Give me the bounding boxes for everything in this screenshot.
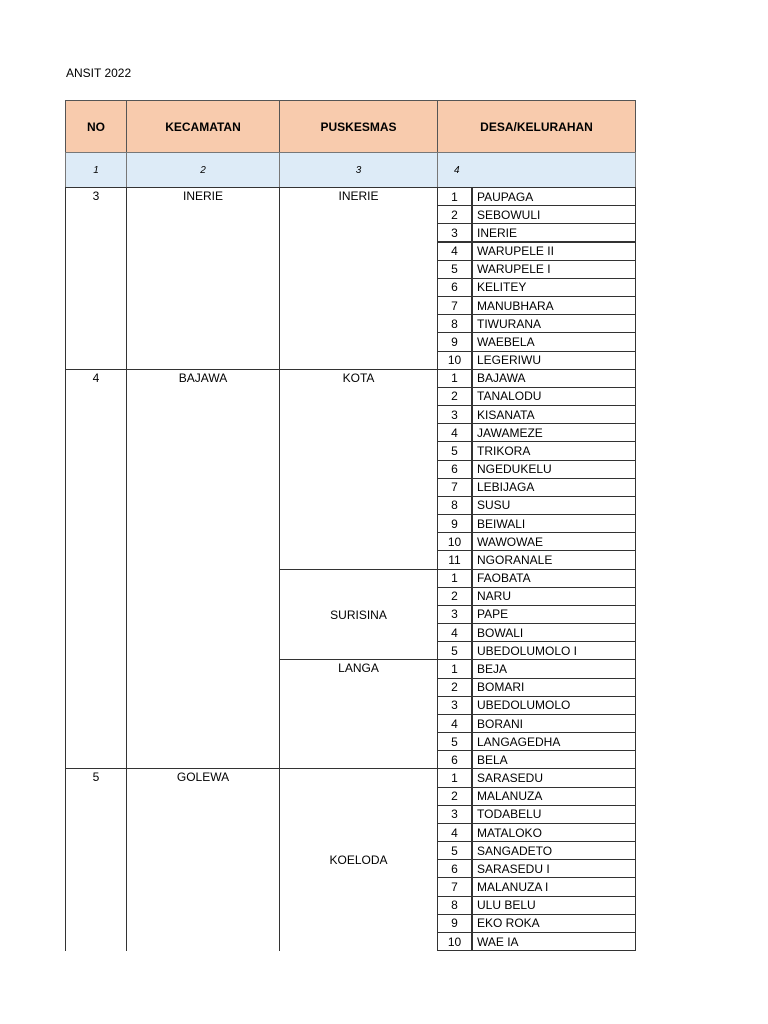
desa-number: 2 bbox=[437, 387, 472, 406]
index-no: 1 bbox=[65, 152, 127, 188]
desa-name: NGEDUKELU bbox=[471, 460, 636, 479]
desa-number: 5 bbox=[437, 841, 472, 860]
desa-name: EKO ROKA bbox=[471, 914, 636, 933]
desa-name: SARASEDU bbox=[471, 768, 636, 787]
desa-number: 9 bbox=[437, 914, 472, 933]
desa-number: 1 bbox=[437, 768, 472, 787]
desa-number: 2 bbox=[437, 587, 472, 606]
desa-name: LANGAGEDHA bbox=[471, 732, 636, 751]
desa-number: 3 bbox=[437, 223, 472, 242]
desa-name: TODABELU bbox=[471, 805, 636, 824]
desa-name: INERIE bbox=[471, 223, 636, 242]
desa-number: 9 bbox=[437, 514, 472, 533]
desa-number: 4 bbox=[437, 623, 472, 642]
desa-name: BAJAWA bbox=[471, 369, 636, 388]
kecamatan-name: GOLEWA bbox=[126, 768, 280, 951]
desa-name: BEIWALI bbox=[471, 514, 636, 533]
desa-number: 8 bbox=[437, 496, 472, 515]
desa-name: TIWURANA bbox=[471, 314, 636, 333]
kecamatan-no: 5 bbox=[65, 768, 127, 951]
kecamatan-name: INERIE bbox=[126, 187, 280, 370]
desa-number: 8 bbox=[437, 896, 472, 915]
desa-name: MALANUZA I bbox=[471, 877, 636, 896]
desa-number: 3 bbox=[437, 605, 472, 624]
desa-name: TANALODU bbox=[471, 387, 636, 406]
desa-number: 6 bbox=[437, 460, 472, 479]
puskesmas-name: INERIE bbox=[279, 187, 438, 370]
desa-name: WARUPELE I bbox=[471, 260, 636, 279]
kecamatan-name: BAJAWA bbox=[126, 369, 280, 770]
desa-name: MALANUZA bbox=[471, 787, 636, 806]
desa-number: 5 bbox=[437, 260, 472, 279]
desa-name: BORANI bbox=[471, 714, 636, 733]
desa-number: 2 bbox=[437, 787, 472, 806]
desa-number: 5 bbox=[437, 441, 472, 460]
desa-name: WAWOWAE bbox=[471, 532, 636, 551]
desa-name: MATALOKO bbox=[471, 823, 636, 842]
index-puskesmas: 3 bbox=[279, 152, 438, 188]
desa-name: BELA bbox=[471, 750, 636, 769]
desa-number: 5 bbox=[437, 641, 472, 660]
puskesmas-name: LANGA bbox=[279, 659, 438, 769]
desa-name: ULU BELU bbox=[471, 896, 636, 915]
desa-number: 4 bbox=[437, 423, 472, 442]
desa-name: BEJA bbox=[471, 659, 636, 678]
desa-number: 3 bbox=[437, 405, 472, 424]
desa-number: 3 bbox=[437, 805, 472, 824]
desa-name: UBEDOLUMOLO bbox=[471, 696, 636, 715]
desa-number: 2 bbox=[437, 678, 472, 697]
desa-number: 1 bbox=[437, 569, 472, 588]
desa-name: PAUPAGA bbox=[471, 187, 636, 206]
desa-name: PAPE bbox=[471, 605, 636, 624]
desa-name: LEGERIWU bbox=[471, 351, 636, 370]
desa-number: 9 bbox=[437, 332, 472, 351]
desa-name: SARASEDU I bbox=[471, 859, 636, 878]
header-no: NO bbox=[65, 100, 127, 153]
desa-number: 7 bbox=[437, 296, 472, 315]
desa-number: 6 bbox=[437, 859, 472, 878]
puskesmas-name: KOTA bbox=[279, 369, 438, 570]
desa-name: WAEBELA bbox=[471, 332, 636, 351]
desa-name: FAOBATA bbox=[471, 569, 636, 588]
desa-name: UBEDOLUMOLO I bbox=[471, 641, 636, 660]
desa-number: 10 bbox=[437, 532, 472, 551]
desa-name: TRIKORA bbox=[471, 441, 636, 460]
header-desa: DESA/KELURAHAN bbox=[437, 100, 636, 153]
desa-name: KELITEY bbox=[471, 278, 636, 297]
desa-name: SUSU bbox=[471, 496, 636, 515]
kecamatan-no: 4 bbox=[65, 369, 127, 770]
desa-name: NGORANALE bbox=[471, 550, 636, 569]
desa-number: 1 bbox=[437, 187, 472, 206]
desa-number: 7 bbox=[437, 478, 472, 497]
desa-number: 3 bbox=[437, 696, 472, 715]
desa-name: WARUPELE II bbox=[471, 242, 636, 261]
kecamatan-no: 3 bbox=[65, 187, 127, 370]
desa-name: BOMARI bbox=[471, 678, 636, 697]
desa-number: 10 bbox=[437, 351, 472, 370]
desa-number: 8 bbox=[437, 314, 472, 333]
index-kecamatan: 2 bbox=[126, 152, 280, 188]
desa-name: BOWALI bbox=[471, 623, 636, 642]
desa-number: 2 bbox=[437, 205, 472, 224]
desa-name: JAWAMEZE bbox=[471, 423, 636, 442]
desa-number: 4 bbox=[437, 714, 472, 733]
desa-number: 1 bbox=[437, 369, 472, 388]
puskesmas-name: KOELODA bbox=[279, 768, 438, 951]
desa-name: LEBIJAGA bbox=[471, 478, 636, 497]
header-kecamatan: KECAMATAN bbox=[126, 100, 280, 153]
desa-number: 6 bbox=[437, 278, 472, 297]
header-puskesmas: PUSKESMAS bbox=[279, 100, 438, 153]
document-title: ANSIT 2022 bbox=[66, 66, 132, 80]
desa-number: 7 bbox=[437, 877, 472, 896]
desa-number: 4 bbox=[437, 823, 472, 842]
index-desa: 4 bbox=[437, 152, 636, 188]
desa-number: 6 bbox=[437, 750, 472, 769]
puskesmas-name: SURISINA bbox=[279, 569, 438, 661]
desa-number: 10 bbox=[437, 932, 472, 951]
desa-name: KISANATA bbox=[471, 405, 636, 424]
desa-name: NARU bbox=[471, 587, 636, 606]
desa-name: SANGADETO bbox=[471, 841, 636, 860]
desa-number: 4 bbox=[437, 242, 472, 261]
desa-number: 11 bbox=[437, 550, 472, 569]
desa-name: WAE IA bbox=[471, 932, 636, 951]
desa-name: MANUBHARA bbox=[471, 296, 636, 315]
desa-number: 1 bbox=[437, 659, 472, 678]
desa-number: 5 bbox=[437, 732, 472, 751]
desa-name: SEBOWULI bbox=[471, 205, 636, 224]
